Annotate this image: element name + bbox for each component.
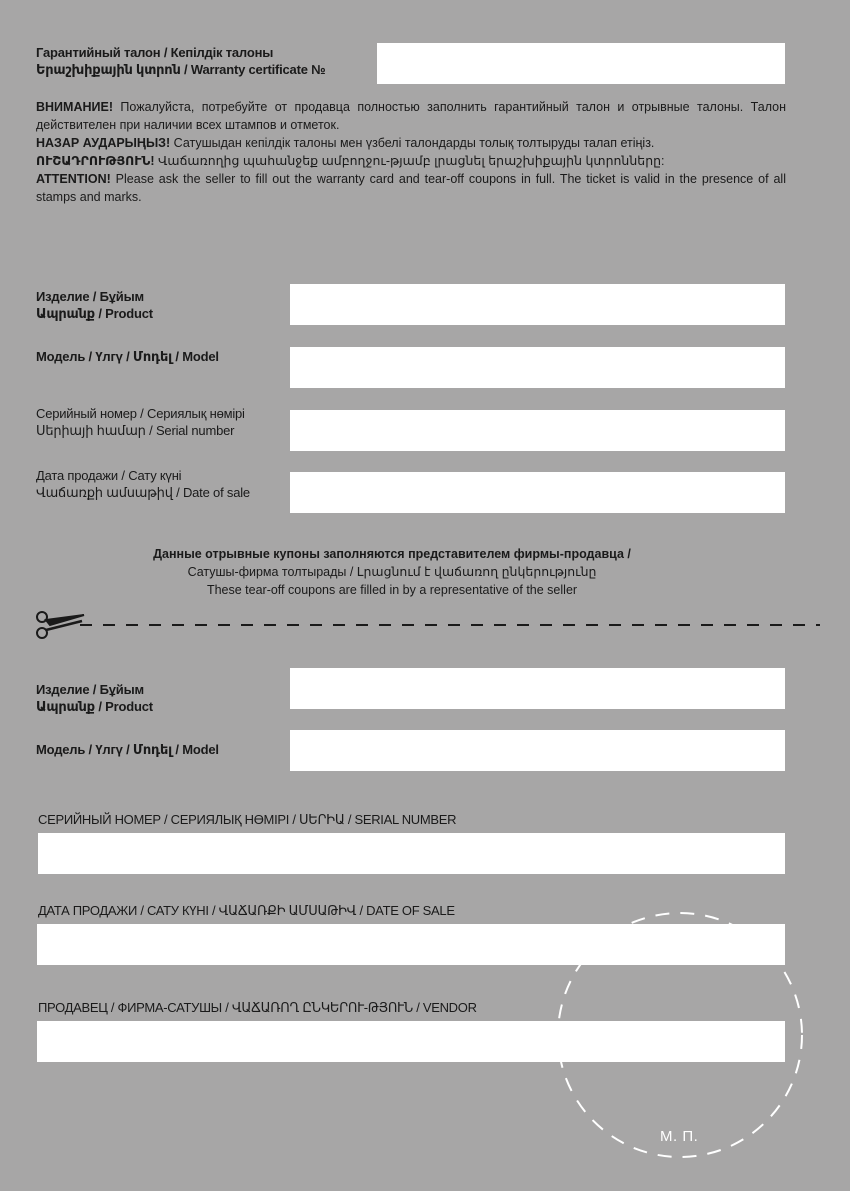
certificate-title-line2: Երաշխիքային կտրոն / Warranty certificate № <box>36 62 326 77</box>
coupon-vendor-caption: ПРОДАВЕЦ / ФИРМА-САТУШЫ / ՎԱՃԱՌՈՂ ԸՆԿԵՐՈՒ-ԹՅՈՒՆ / VENDOR <box>38 1000 477 1015</box>
certificate-number-field[interactable] <box>377 43 785 84</box>
certificate-title-line1: Гарантийный талон / Кепілдік талоны <box>36 45 274 60</box>
tear-off-note: Данные отрывные купоны заполняются представителем фирмы-продавца / Сатушы-фирма толтырады / Լրացնում է վաճառող ընկերությունը These tear-off coupons are filled in by a representative of the seller <box>153 547 631 597</box>
product-label: Изделие / Бұйым Ապրանք / Product <box>36 289 153 321</box>
coupon-serial-caption: СЕРИЙНЫЙ НОМЕР / СЕРИЯЛЫҚ НӨМІРІ / ՍԵՐԻԱ / SERIAL NUMBER <box>38 812 457 827</box>
stamp-label: М. П. <box>660 1128 699 1145</box>
attention-en: ATTENTION! Please ask the seller to fill out the warranty card and tear-off coupons in full. The ticket is valid in the presence of all stamps and marks. <box>36 172 786 204</box>
model-field[interactable] <box>290 347 785 388</box>
stamp-circle <box>550 905 810 1165</box>
cut-line <box>0 605 850 645</box>
coupon-date-caption: ДАТА ПРОДАЖИ / САТУ КҮНІ / ՎԱՃԱՌՔԻ ԱՄՍԱԹԻՎ / DATE OF SALE <box>38 903 455 918</box>
scissors-icon <box>37 612 84 638</box>
serial-label: Серийный номер / Сериялық нөмірі Սերիայի համար / Serial number <box>36 406 245 438</box>
coupon-product-field[interactable] <box>290 668 785 709</box>
model-label: Модель / Үлгү / Մոդել / Model <box>36 349 219 364</box>
attention-am: ՈՒՇԱԴՐՈՒԹՅՈՒՆ! Վաճառողից պահանջեք ամբողջու-թյամբ լրացնել երաշխիքային կտրոնները: <box>36 154 665 168</box>
coupon-serial-field[interactable] <box>38 833 785 874</box>
coupon-model-field[interactable] <box>290 730 785 771</box>
date-field[interactable] <box>290 472 785 513</box>
date-label: Дата продажи / Сату күні Վաճառքի ամսաթիվ / Date of sale <box>36 468 250 500</box>
certificate-title <box>36 44 325 78</box>
serial-field[interactable] <box>290 410 785 451</box>
product-field[interactable] <box>290 284 785 325</box>
coupon-model-label: Модель / Үлгү / Մոդել / Model <box>36 742 219 757</box>
attention-block <box>36 98 786 206</box>
attention-kz: НАЗАР АУДАРЫҢЫЗ! Сатушыдан кепілдік талоны мен үзбелі талондарды толық толтыруды талап етіңіз. <box>36 136 655 150</box>
coupon-product-label: Изделие / Бұйым Ապրանք / Product <box>36 682 153 714</box>
attention-ru: ВНИМАНИЕ! Пожалуйста, потребуйте от продавца полностью заполнить гарантийный талон и отрывные талоны. Талон действителен при наличии всех штампов и отметок. <box>36 100 786 132</box>
